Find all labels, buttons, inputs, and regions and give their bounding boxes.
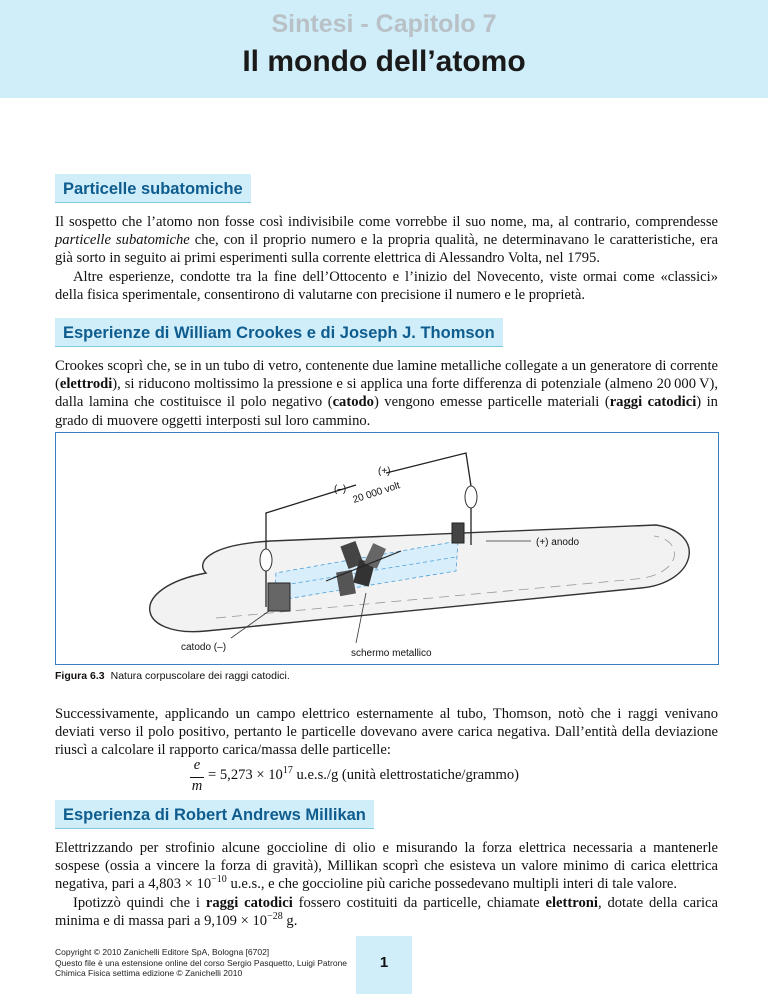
section-body-particelle [55, 213, 718, 304]
page-number: 1 [379, 954, 389, 971]
footer-line: Questo file è una estensione online del corso Sergio Pasquetto, Luigi Patrone [55, 957, 348, 968]
section-heading-millikan: Esperienza di Robert Andrews Millikan [55, 800, 374, 829]
paragraph: Il sospetto che l’atomo non fosse così indivisibile come vorrebbe il suo nome, ma, al contrario, comprendesse particelle subatomiche che, con il proprio numero e la propria qualità, ne determinavano le caratteristiche, era già sorto in seguito ai primi esperimenti sulla corrente elettrica di Alessandro Volta, nel 1795. [55, 214, 718, 267]
page-number-box [356, 936, 412, 994]
charge-mass-formula [190, 758, 610, 798]
section-body-crookes [55, 357, 718, 430]
cathode-label: catodo (–) [181, 642, 227, 653]
paragraph: Altre esperienze, condotte tra la fine dell’Ottocento e l’inizio del Novecento, viste ormai come «classici» della fisica sperimentale, consentirono di valutarne con precisione il numero e le proprietà. [55, 268, 718, 303]
paragraph: Ipotizzò quindi che i raggi catodici fossero costituiti da particelle, chiamate elettroni, dotate della carica minima e di massa pari a $9,109 \times 10^{-28}$ g. [55, 894, 718, 929]
figure-caption: Figura 6.3 Natura corpuscolare dei raggi catodici. [55, 670, 290, 682]
plus-label: (+) [378, 466, 391, 477]
section-heading-particelle: Particelle subatomiche [55, 174, 251, 203]
anode-wire [386, 453, 471, 486]
footer-line: Chimica Fisica settima edizione © Zanichelli 2010 [55, 968, 243, 978]
paragraph: Elettrizzando per strofinio alcune goccioline di olio e misurando la forza elettrica necessaria a mantenerle sospese (ossia a vincere la forza di gravità), Millikan scoprì che esisteva un valore minimo di carica elettrica negativa, pari a $4,803 \times 10^{-10}$ u.e.s., e che goccioline più cariche possedevano multipli interi di tale valore. [55, 840, 718, 893]
denominator: m [191, 778, 203, 794]
chapter-header [0, 0, 768, 98]
chapter-title: Il mondo dell’atomo [242, 45, 526, 78]
anode-plate [452, 523, 464, 543]
chapter-subtitle: Sintesi - Capitolo 7 [271, 10, 497, 38]
numerator: e [193, 757, 201, 773]
crookes-tube-figure [55, 432, 719, 665]
minus-label: (–) [334, 484, 347, 495]
cathode-plate [268, 583, 290, 611]
formula-value: = $5,273 \times 10^{17}$ u.e.s./g (unità elettrostatiche/grammo) [208, 765, 519, 783]
section-body-millikan [55, 839, 718, 930]
glass-tube [150, 525, 690, 632]
section-body-thomson [55, 705, 718, 760]
voltage-label: 20 000 volt [351, 480, 402, 506]
paragraph: Successivamente, applicando un campo elettrico esternamente al tubo, Thomson, notò che i raggi venivano deviati verso il polo positivo, pertanto le particelle dovevano avere carica negativa. Dall’entità della deviazione riuscì a calcolare il rapporto carica/massa delle particelle: [55, 706, 718, 759]
footer-line: Copyright © 2010 Zanichelli Editore SpA, Bologna [6702] [55, 947, 270, 957]
cathode-bulb [260, 549, 272, 571]
anode-bulb [465, 486, 477, 508]
screen-label: schermo metallico [351, 648, 432, 659]
anode-label: (+) anodo [536, 537, 580, 548]
copyright-footer [55, 947, 347, 979]
crookes-tube-illustration [56, 433, 718, 664]
paragraph: Crookes scoprì che, se in un tubo di vetro, contenente due lamine metalliche collegate a un generatore di corrente (elettrodi), si riducono moltissimo la pressione e si applica una forte differenza di potenziale (almeno 20 000 V), dalla lamina che costituisce il polo negativo (catodo) vengono emesse particelle materiali (raggi catodici) in grado di muovere oggetti interposti sul loro cammino. [55, 358, 718, 429]
section-heading-crookes-thomson: Esperienze di William Crookes e di Joseph J. Thomson [55, 318, 503, 347]
